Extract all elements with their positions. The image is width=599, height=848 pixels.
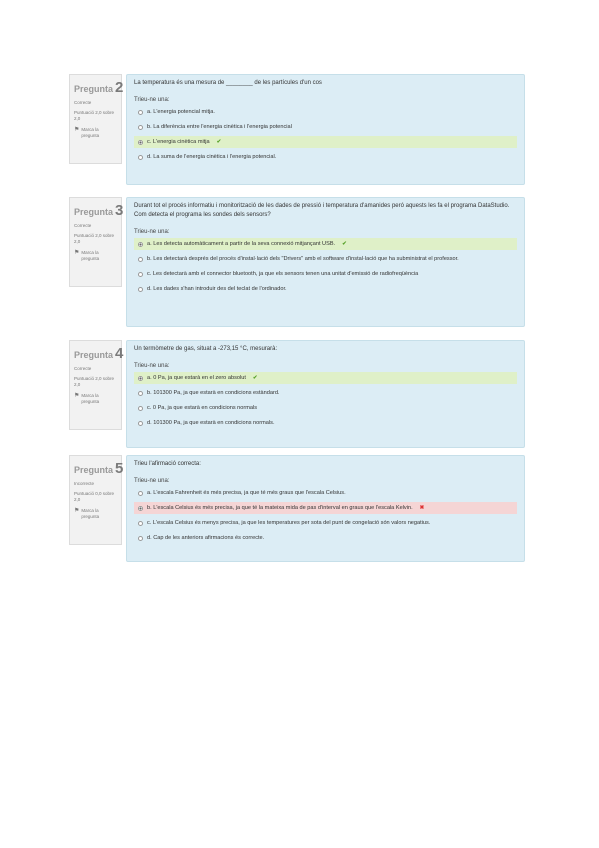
flag-question-link[interactable] bbox=[74, 508, 117, 520]
flag-label: Marca la pregunta bbox=[81, 508, 100, 519]
answer-label: a. Les detecta automàticament a partir de la seva connexió mitjançant USB. bbox=[147, 241, 336, 247]
answer-label: a. L'energia potencial mitja. bbox=[147, 109, 215, 115]
question-content bbox=[126, 74, 525, 185]
answer-option[interactable] bbox=[134, 402, 517, 414]
flag-label: Marca la pregunta bbox=[81, 250, 100, 261]
answer-label: c. 0 Pa, ja que estarà en condicions normals bbox=[147, 405, 258, 411]
question-info bbox=[69, 197, 122, 287]
answer-option[interactable] bbox=[134, 502, 517, 514]
answer-label: b. La diferència entre l'energia cinètica i l'energia potencial bbox=[147, 124, 292, 130]
question-text: La temperatura és una mesura de ________ de les partícules d'un cos bbox=[134, 80, 322, 86]
answer-label: c. L'energia cinètica mitja bbox=[147, 139, 210, 145]
question-label: Pregunta bbox=[74, 207, 114, 217]
question-state: Correcte bbox=[74, 223, 92, 228]
flag-question-link[interactable] bbox=[74, 393, 117, 405]
question-number bbox=[74, 460, 124, 477]
answer-option[interactable] bbox=[134, 106, 517, 118]
question-grade: Puntuació 2,0 sobre 2,0 bbox=[74, 376, 115, 387]
radio-button[interactable] bbox=[138, 125, 143, 130]
radio-button[interactable] bbox=[138, 406, 143, 411]
question-grade: Puntuació 2,0 sobre 2,0 bbox=[74, 233, 115, 244]
radio-button[interactable] bbox=[138, 257, 143, 262]
question-number bbox=[74, 202, 124, 219]
question-info bbox=[69, 455, 122, 545]
question-info bbox=[69, 74, 122, 164]
cross-icon: ✖ bbox=[419, 505, 425, 511]
answer-label: d. 101300 Pa, ja que estarà en condicions normals. bbox=[147, 420, 275, 426]
answer-option[interactable] bbox=[134, 268, 517, 280]
question-num: 5 bbox=[115, 460, 124, 477]
question-text: Trieu l'afirmació correcta: bbox=[134, 461, 201, 467]
radio-button[interactable] bbox=[138, 376, 143, 381]
answer-option[interactable] bbox=[134, 151, 517, 163]
radio-button[interactable] bbox=[138, 110, 143, 115]
question-label: Pregunta bbox=[74, 465, 114, 475]
answer-label: d. Cap de les anteriors afirmacions és correcte. bbox=[147, 535, 265, 541]
answer-option[interactable] bbox=[134, 417, 517, 429]
radio-button[interactable] bbox=[138, 287, 143, 292]
answer-option[interactable] bbox=[134, 387, 517, 399]
question-grade: Puntuació 0,0 sobre 2,0 bbox=[74, 491, 115, 502]
radio-button[interactable] bbox=[138, 391, 143, 396]
check-icon: ✔ bbox=[342, 241, 347, 247]
radio-button[interactable] bbox=[138, 155, 143, 160]
radio-button[interactable] bbox=[138, 421, 143, 426]
radio-button[interactable] bbox=[138, 536, 143, 541]
radio-button[interactable] bbox=[138, 242, 143, 247]
answer-option[interactable] bbox=[134, 517, 517, 529]
question-content bbox=[126, 455, 525, 562]
question-content bbox=[126, 197, 525, 327]
answer-option[interactable] bbox=[134, 487, 517, 499]
flag-question-link[interactable] bbox=[74, 250, 117, 262]
answer-label: b. Les detectarà després del procés d'instal·lació dels "Drivers" amb el software d'instal·lació que ha subministrat el professor. bbox=[147, 256, 459, 262]
answer-label: a. L'escala Fahrenheit és més precisa, ja que té més graus que l'escala Celsius. bbox=[147, 490, 346, 496]
question-grade: Puntuació 2,0 sobre 2,0 bbox=[74, 110, 115, 121]
question-number bbox=[74, 345, 124, 362]
radio-button[interactable] bbox=[138, 521, 143, 526]
question-num: 3 bbox=[115, 202, 124, 219]
flag-icon: ⚑ bbox=[74, 127, 80, 133]
answer-label: d. Les dades s'han introduir des del teclat de l'ordinador. bbox=[147, 286, 287, 292]
answer-option[interactable] bbox=[134, 253, 517, 265]
answer-option[interactable] bbox=[134, 283, 517, 295]
answer-label: c. Les detectarà amb el connector bluetooth, ja que els sensors tenen una unitat d'emissió de radiofreqüència bbox=[147, 271, 419, 277]
radio-button[interactable] bbox=[138, 491, 143, 496]
question-label: Pregunta bbox=[74, 84, 114, 94]
radio-button[interactable] bbox=[138, 272, 143, 277]
answer-option[interactable] bbox=[134, 136, 517, 148]
question-label: Pregunta bbox=[74, 350, 114, 360]
answer-prompt: Trieu-ne una: bbox=[134, 97, 170, 103]
answer-option[interactable] bbox=[134, 372, 517, 384]
question-state: Correcte bbox=[74, 366, 92, 371]
answer-prompt: Trieu-ne una: bbox=[134, 229, 170, 235]
answer-label: a. 0 Pa, ja que estarà en el zero absolut bbox=[147, 375, 246, 381]
question-number bbox=[74, 79, 124, 96]
answer-label: d. La suma de l'energia cinètica i l'energia potencial. bbox=[147, 154, 277, 160]
question-info bbox=[69, 340, 122, 430]
answer-option[interactable] bbox=[134, 121, 517, 133]
check-icon: ✔ bbox=[252, 375, 258, 381]
question-num: 2 bbox=[115, 79, 124, 96]
flag-label: Marca la pregunta bbox=[81, 393, 100, 404]
question-text: Durant tot el procés informatiu i monitorització de les dades de pressió i temperatura d'amanides peró aquests les fa el programa DataStudio. Com detecta el programa les sondes dels sensors? bbox=[134, 203, 510, 218]
question-num: 4 bbox=[115, 345, 124, 362]
answer-option[interactable] bbox=[134, 238, 517, 250]
answer-prompt: Trieu-ne una: bbox=[134, 478, 170, 484]
check-icon: ✔ bbox=[216, 139, 222, 145]
flag-icon: ⚑ bbox=[74, 250, 80, 256]
question-state: Correcte bbox=[74, 100, 92, 105]
question-text: Un termòmetre de gas, situat a -273,15 °C, mesurarà: bbox=[134, 346, 278, 352]
flag-icon: ⚑ bbox=[74, 393, 80, 399]
answer-label: b. L'escala Celsius és més precisa, ja que té la mateixa mida de pas d'interval en graus que l'escala Kelvin. bbox=[147, 505, 413, 511]
radio-button[interactable] bbox=[138, 506, 143, 511]
flag-question-link[interactable] bbox=[74, 127, 117, 139]
question-state: Incorrecte bbox=[74, 481, 95, 486]
answer-prompt: Trieu-ne una: bbox=[134, 363, 170, 369]
answer-label: b. 101300 Pa, ja que estarà en condicions estàndard. bbox=[147, 390, 280, 396]
question-content bbox=[126, 340, 525, 448]
radio-button[interactable] bbox=[138, 140, 143, 145]
flag-icon: ⚑ bbox=[74, 508, 80, 514]
answer-label: c. L'escala Celsius és menys precisa, ja que les temperatures per sota del punt de congelació són valors negatius. bbox=[147, 520, 431, 526]
answer-option[interactable] bbox=[134, 532, 517, 544]
flag-label: Marca la pregunta bbox=[81, 127, 100, 138]
